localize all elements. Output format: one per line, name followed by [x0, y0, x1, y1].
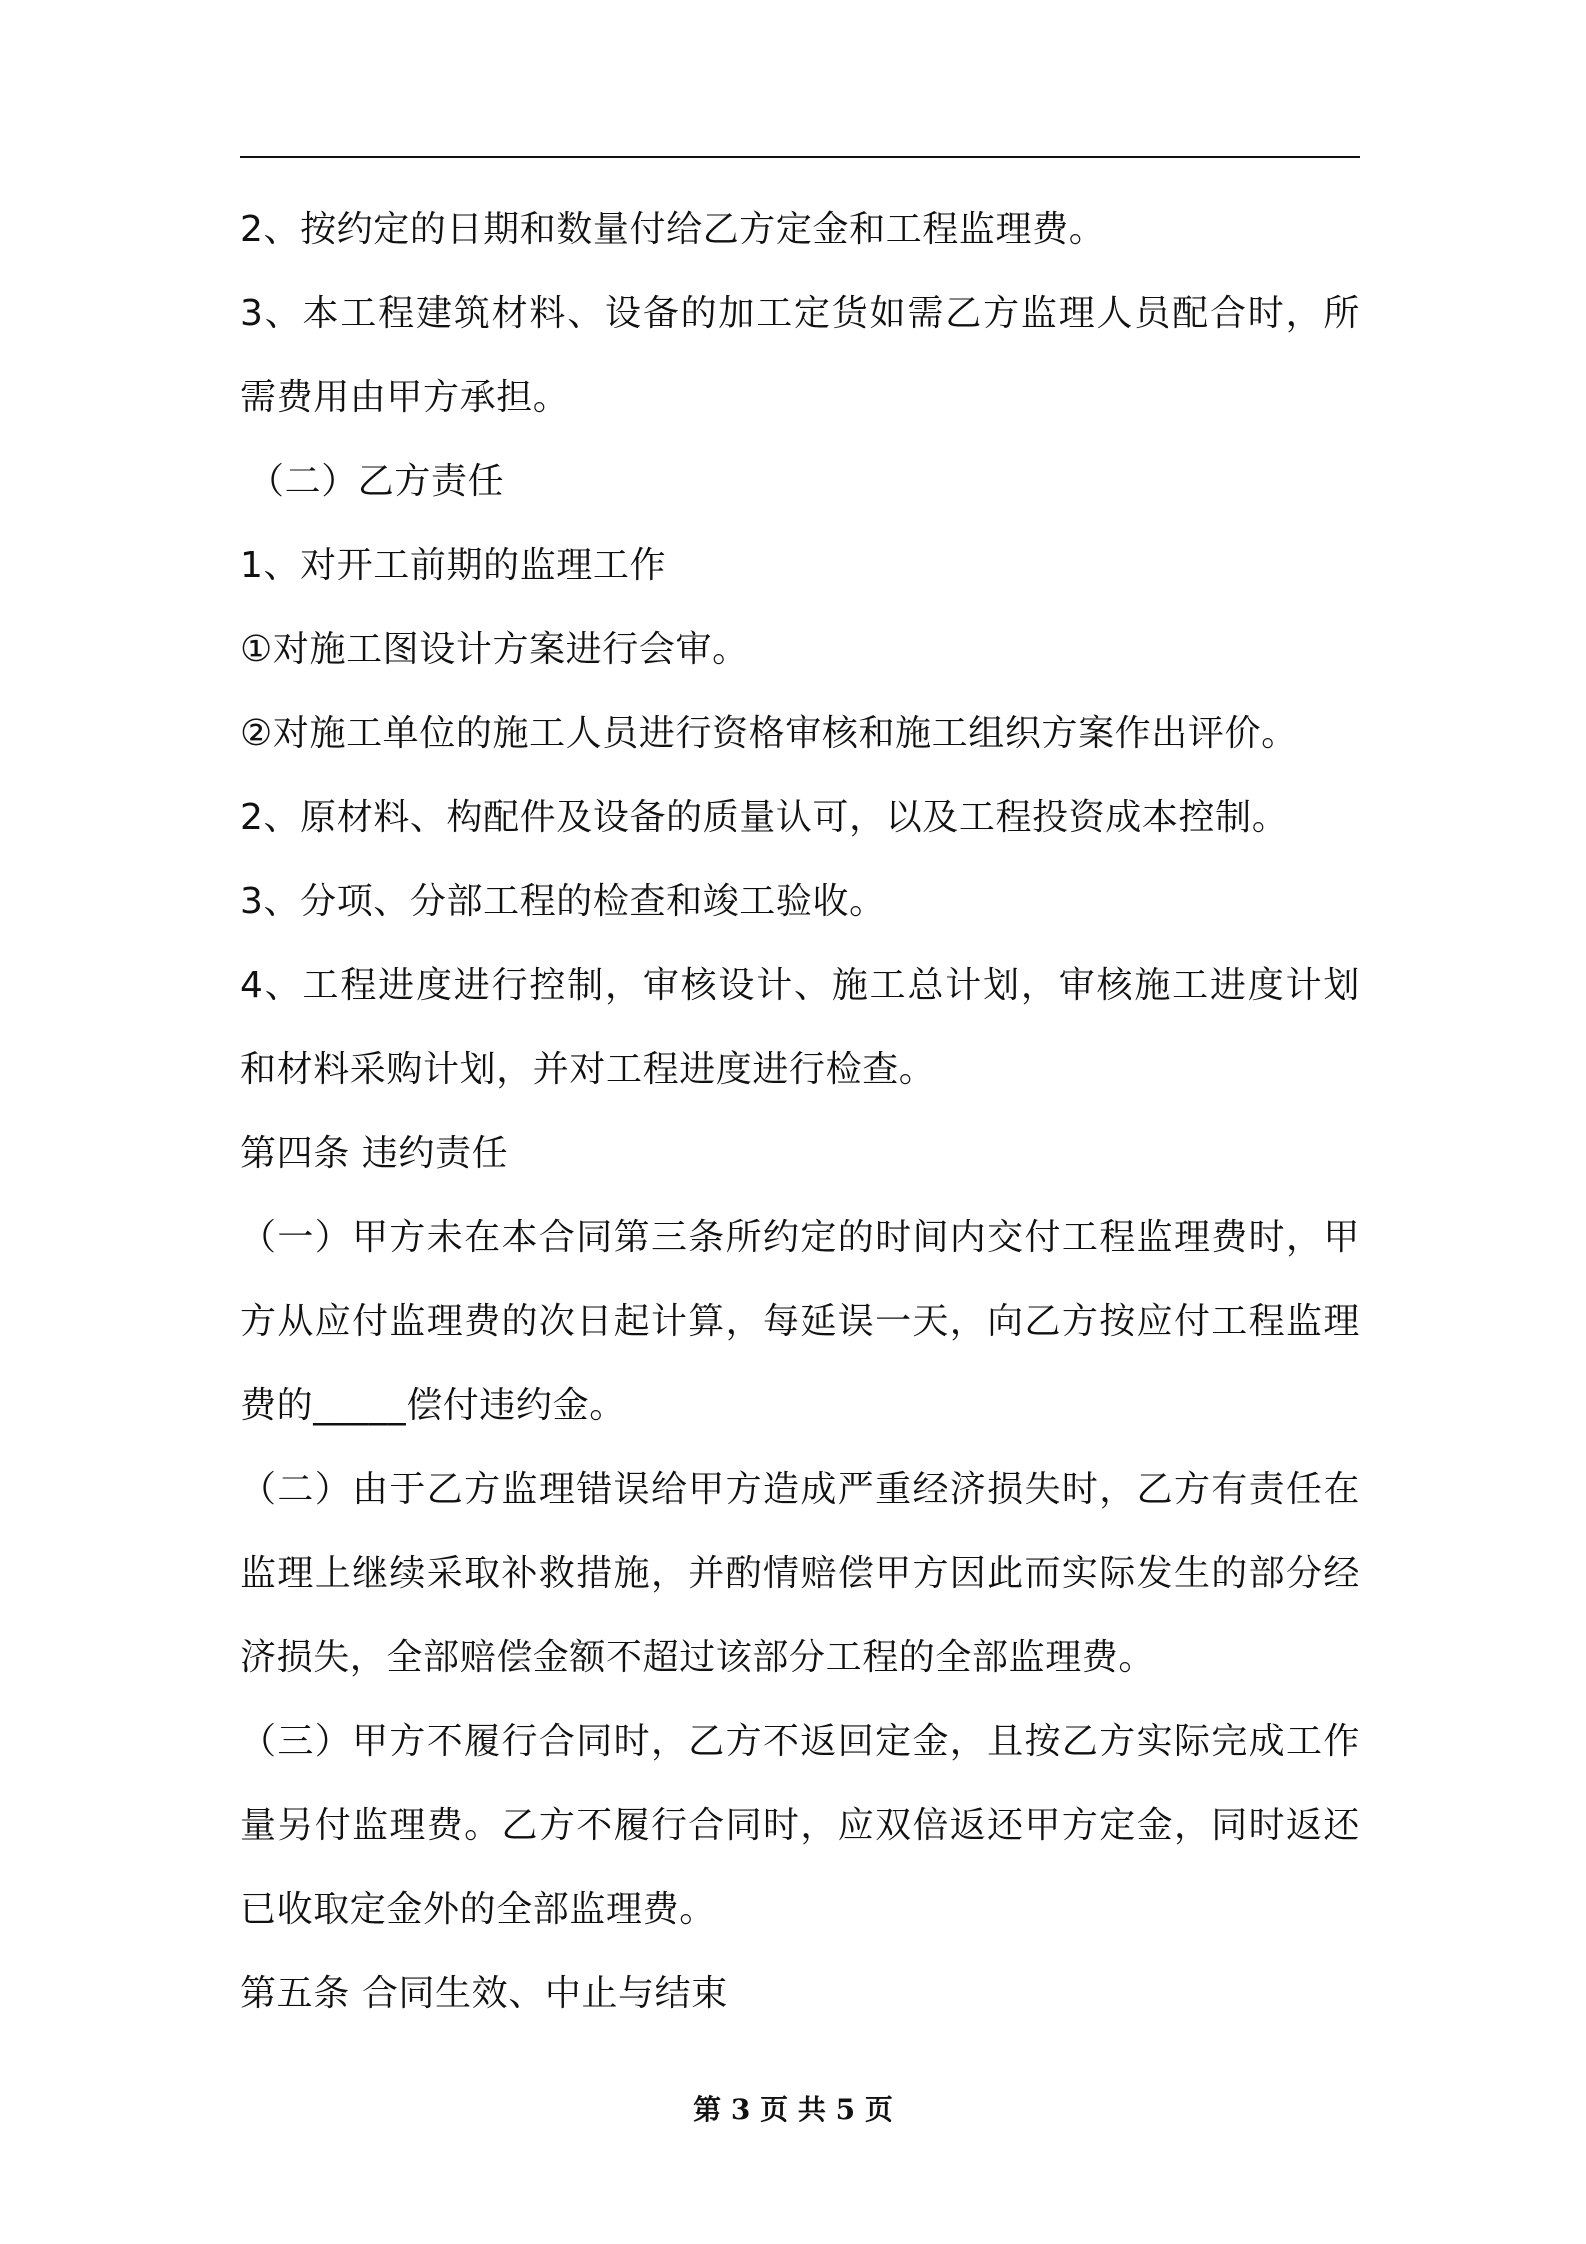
paragraph: （一）甲方未在本合同第三条所约定的时间内交付工程监理费时，甲方从应付监理费的次日起计算，每延误一天，向乙方按应付工程监理费的_____偿付违约金。	[240, 1217, 1360, 1426]
section-heading: （二）乙方责任	[248, 461, 505, 502]
paragraph: 1、对开工前期的监理工作	[240, 545, 667, 586]
paragraph: 2、原材料、构配件及设备的质量认可，以及工程投资成本控制。	[240, 797, 1289, 838]
paragraph: 3、分项、分部工程的检查和竣工验收。	[240, 881, 886, 922]
paragraph: （二）由于乙方监理错误给甲方造成严重经济损失时，乙方有责任在监理上继续采取补救措施，并酌情赔偿甲方因此而实际发生的部分经济损失，全部赔偿金额不超过该部分工程的全部监理费。	[240, 1469, 1360, 1678]
article-heading: 第四条 违约责任	[240, 1133, 509, 1174]
paragraph: ②对施工单位的施工人员进行资格审核和施工组织方案作出评价。	[240, 713, 1298, 754]
document-body	[240, 188, 1360, 2036]
paragraph: ①对施工图设计方案进行会审。	[240, 629, 749, 670]
article-heading: 第五条 合同生效、中止与结束	[240, 1973, 728, 2014]
paragraph: 2、按约定的日期和数量付给乙方定金和工程监理费。	[240, 209, 1106, 250]
header-rule	[240, 156, 1360, 158]
paragraph: 4、工程进度进行控制，审核设计、施工总计划，审核施工进度计划和材料采购计划，并对工程进度进行检查。	[240, 965, 1360, 1090]
paragraph: （三）甲方不履行合同时，乙方不返回定金，且按乙方实际完成工作量另付监理费。乙方不履行合同时，应双倍返还甲方定金，同时返还已收取定金外的全部监理费。	[240, 1721, 1360, 1930]
page-number: 第 3 页 共 5 页	[693, 2093, 893, 2126]
paragraph: 3、本工程建筑材料、设备的加工定货如需乙方监理人员配合时，所需费用由甲方承担。	[240, 293, 1360, 418]
